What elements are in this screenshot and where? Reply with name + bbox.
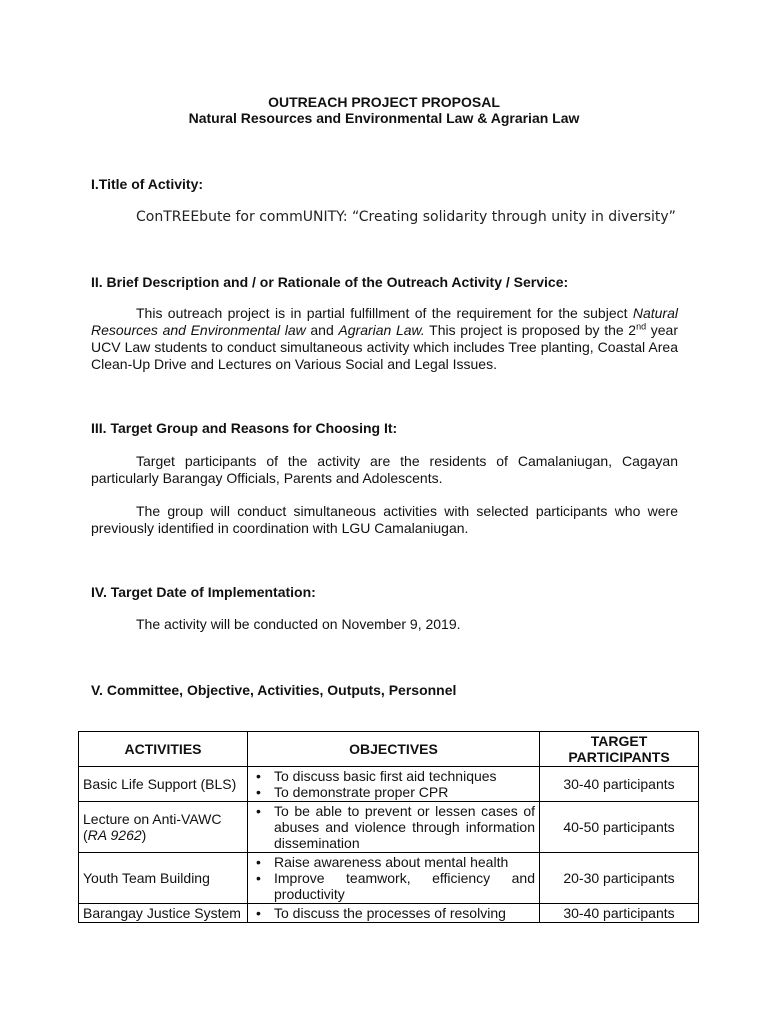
- section-3-heading: III. Target Group and Reasons for Choosing It:: [91, 420, 398, 436]
- section-3-paragraph-2: The group will conduct simultaneous activities with selected participants who were previously identified in coordination with LGU Camalaniugan.: [91, 503, 678, 536]
- section-2-paragraph: [91, 305, 678, 373]
- section-2-text: year UCV Law students to conduct simultaneous activity which includes Tree planting, Coastal Area Clean-Up Drive and Lectures on Various Social and Legal Issues.: [91, 322, 678, 372]
- section-5-heading: V. Committee, Objective, Activities, Outputs, Personnel: [91, 682, 457, 698]
- objective-item: • To be able to prevent or lessen cases of abuses and violence through information dissemination: [252, 803, 535, 851]
- activity-law-reference: RA 9262: [87, 827, 142, 843]
- section-1-heading: I.Title of Activity:: [91, 176, 204, 192]
- table-header-row: [79, 732, 699, 767]
- objectives-cell: [248, 767, 540, 802]
- section-2-text: This outreach project is in partial fulfillment of the requirement for the subject: [136, 305, 633, 321]
- section-2-text: and: [305, 322, 339, 338]
- activity-cell: Lecture on Anti-VAWC (RA 9262): [79, 802, 248, 853]
- header-objectives: OBJECTIVES: [248, 732, 540, 767]
- activity-cell: Basic Life Support (BLS): [79, 767, 248, 802]
- target-cell: 20-30 participants: [540, 853, 699, 904]
- section-2-subject-1: Natural Resources and Environmental law: [91, 305, 678, 338]
- implementation-date: The activity will be conducted on November 9, 2019.: [136, 616, 461, 632]
- section-2-subject-2: Agrarian Law.: [338, 322, 425, 338]
- header-activities: ACTIVITIES: [79, 732, 248, 767]
- section-4-heading: IV. Target Date of Implementation:: [91, 584, 316, 600]
- section-3-paragraph-1: Target participants of the activity are the residents of Camalaniugan, Cagayan particularly Barangay Officials, Parents and Adolescents.: [91, 453, 678, 486]
- header-target-line: TARGET: [590, 733, 648, 749]
- objective-item: • Raise awareness about mental health: [252, 854, 535, 870]
- objectives-cell: [248, 904, 540, 923]
- objective-item: • To demonstrate proper CPR: [252, 784, 535, 800]
- target-cell: 40-50 participants: [540, 802, 699, 853]
- header-target-line: PARTICIPANTS: [568, 749, 670, 765]
- activity-cell: Barangay Justice System: [79, 904, 248, 923]
- table-row: [79, 767, 699, 802]
- objectives-cell: [248, 853, 540, 904]
- table-row: [79, 904, 699, 923]
- ordinal-suffix: nd: [636, 321, 647, 332]
- activity-cell: Youth Team Building: [79, 853, 248, 904]
- section-2-text: This project is proposed by the 2: [424, 322, 637, 338]
- objective-item: • To discuss the processes of resolving: [252, 905, 535, 921]
- objectives-cell: [248, 802, 540, 853]
- target-cell: 30-40 participants: [540, 904, 699, 923]
- table-row: [79, 853, 699, 904]
- objective-item: • Improve teamwork, efficiency and productivity: [252, 870, 535, 902]
- document-subtitle: Natural Resources and Environmental Law & Agrarian Law: [188, 110, 580, 126]
- activity-title: ConTREEbute for commUNITY: “Creating solidarity through unity in diversity”: [136, 209, 676, 225]
- document-title: OUTREACH PROJECT PROPOSAL: [268, 94, 500, 110]
- activity-name: Lecture on Anti-VAWC: [83, 811, 222, 827]
- activities-table: [78, 731, 699, 923]
- header-target-participants: [540, 732, 699, 767]
- target-cell: 30-40 participants: [540, 767, 699, 802]
- objective-item: • To discuss basic first aid techniques: [252, 768, 535, 784]
- section-2-heading: II. Brief Description and / or Rationale of the Outreach Activity / Service:: [91, 274, 569, 290]
- table-row: [79, 802, 699, 853]
